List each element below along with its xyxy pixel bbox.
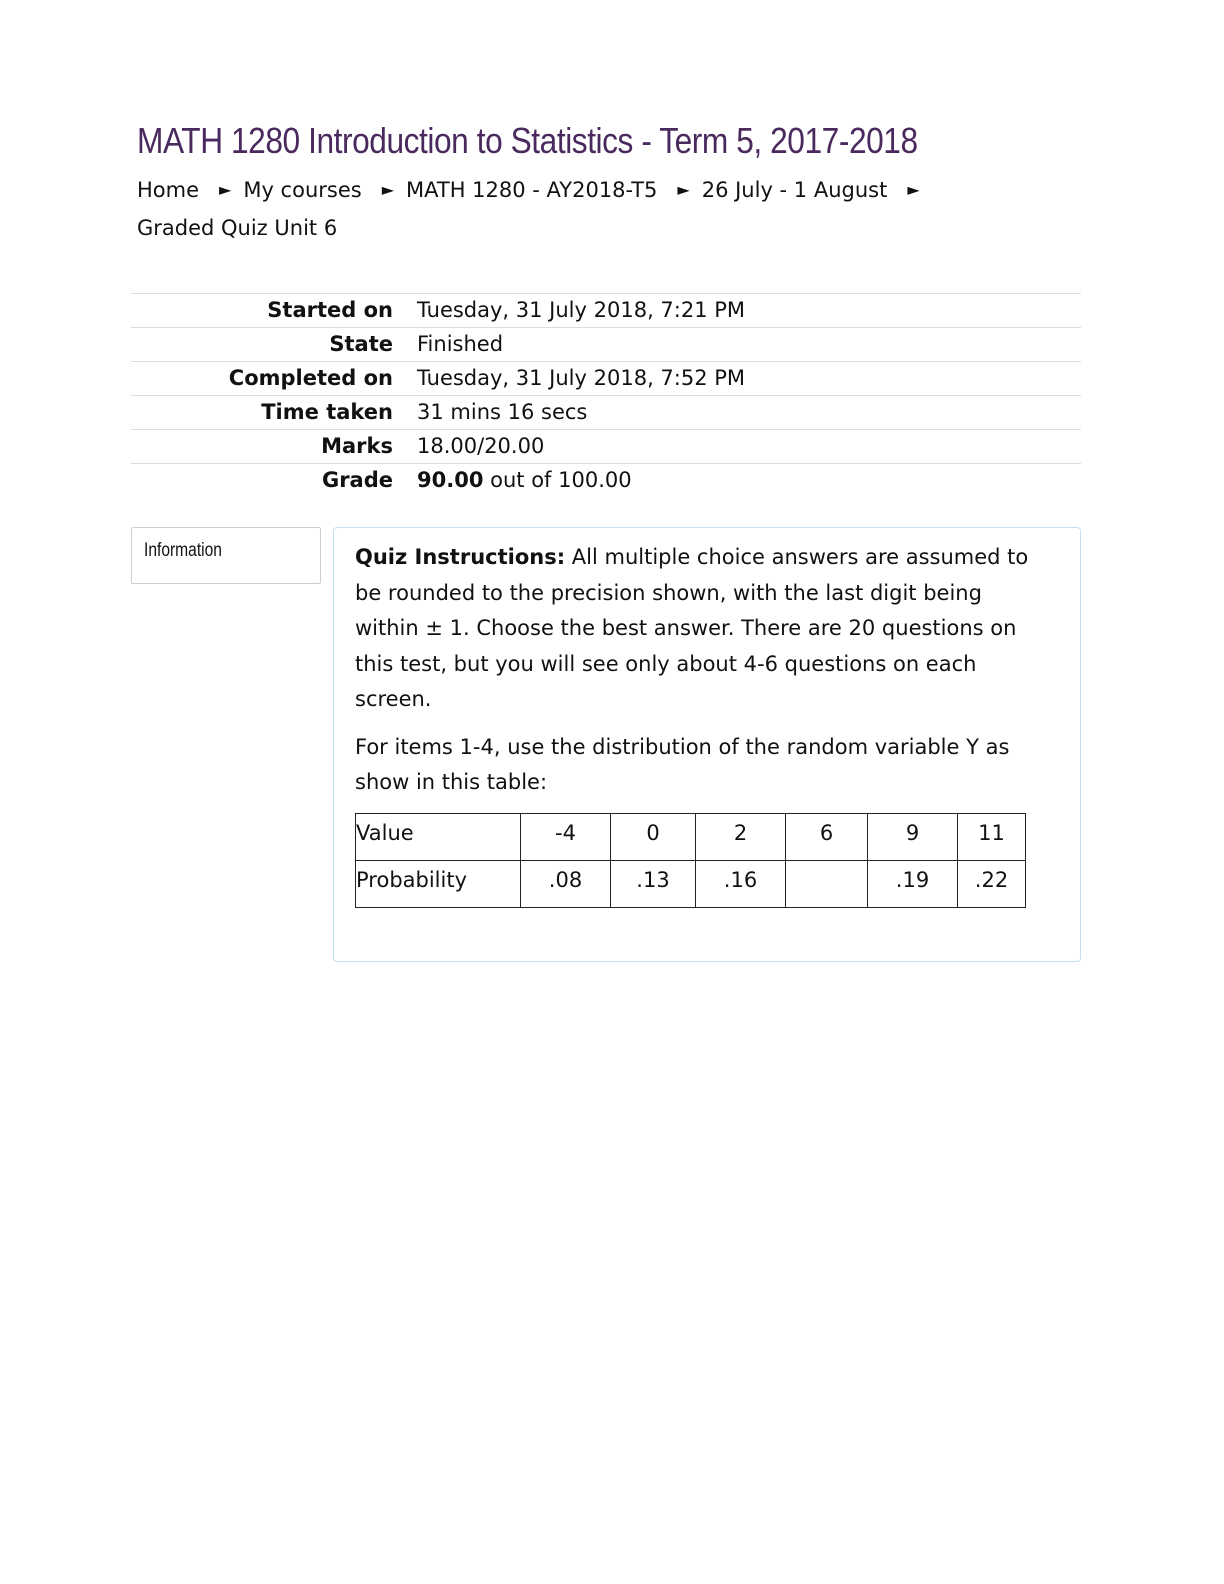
summary-row-started (131, 294, 1081, 328)
table-row-values (356, 813, 1026, 860)
instructions-content (355, 540, 1035, 908)
table-cell-value: 2 (696, 813, 786, 860)
table-header-value: Value (356, 813, 521, 860)
table-cell-probability: .08 (521, 860, 611, 907)
table-cell-value: 9 (868, 813, 958, 860)
summary-label: Completed on (228, 366, 393, 390)
table-row-probabilities (356, 860, 1026, 907)
summary-row-marks (131, 430, 1081, 464)
table-cell-value: -4 (521, 813, 611, 860)
summary-row-grade (131, 464, 1081, 498)
breadcrumb-course-link[interactable]: MATH 1280 - AY2018-T5 (406, 178, 658, 202)
breadcrumb-separator-icon: ► (677, 180, 690, 199)
instructions-panel (333, 527, 1081, 962)
breadcrumb-quiz-link[interactable]: Graded Quiz Unit 6 (137, 216, 338, 240)
table-cell-probability (786, 860, 868, 907)
instructions-paragraph (355, 540, 1035, 718)
page-title: MATH 1280 Introduction to Statistics - Term 5, 2017-2018 (137, 120, 918, 161)
breadcrumb-separator-icon: ► (219, 180, 232, 199)
instructions-lead: Quiz Instructions: (355, 545, 566, 569)
instructions-text: All multiple choice answers are assumed to be rounded to the precision shown, with the last digit being within ± 1. Choose the best answer. There are 20 questions on this test, but you will see only about 4-6 questions on each screen. (355, 545, 1029, 711)
summary-label: Grade (321, 468, 393, 492)
summary-value (417, 464, 1081, 498)
table-cell-value: 11 (958, 813, 1026, 860)
summary-value: 31 mins 16 secs (417, 400, 588, 424)
summary-row-time-taken (131, 396, 1081, 430)
table-cell-value: 0 (611, 813, 696, 860)
table-cell-probability: .19 (868, 860, 958, 907)
table-cell-probability: .16 (696, 860, 786, 907)
summary-row-completed (131, 362, 1081, 396)
table-cell-value: 6 (786, 813, 868, 860)
table-cell-probability: .22 (958, 860, 1026, 907)
table-header-probability: Probability (356, 860, 521, 907)
summary-row-state (131, 328, 1081, 362)
items-intro: For items 1-4, use the distribution of the random variable Y as show in this table: (355, 734, 1010, 794)
table-cell-probability: .13 (611, 860, 696, 907)
grade-score: 90.00 (417, 468, 484, 492)
breadcrumb-separator-icon: ► (381, 180, 395, 199)
breadcrumb (137, 172, 997, 246)
summary-value: Finished (417, 332, 504, 356)
breadcrumb-week-link[interactable]: 26 July - 1 August (701, 178, 888, 202)
summary-label: Time taken (261, 400, 393, 424)
distribution-table (355, 813, 1026, 908)
grade-suffix: out of 100.00 (490, 468, 632, 492)
breadcrumb-separator-icon: ► (907, 180, 920, 199)
summary-label: State (329, 332, 393, 356)
information-label: Information (144, 540, 222, 561)
summary-value: Tuesday, 31 July 2018, 7:21 PM (417, 298, 746, 322)
summary-label: Marks (321, 434, 393, 458)
quiz-summary-table (131, 293, 1081, 497)
breadcrumb-home-link[interactable]: Home (137, 178, 200, 202)
summary-value: 18.00/20.00 (417, 434, 545, 458)
summary-value: Tuesday, 31 July 2018, 7:52 PM (417, 366, 746, 390)
breadcrumb-my-courses-link[interactable]: My courses (243, 178, 362, 202)
information-box (131, 527, 321, 584)
summary-label: Started on (267, 298, 393, 322)
